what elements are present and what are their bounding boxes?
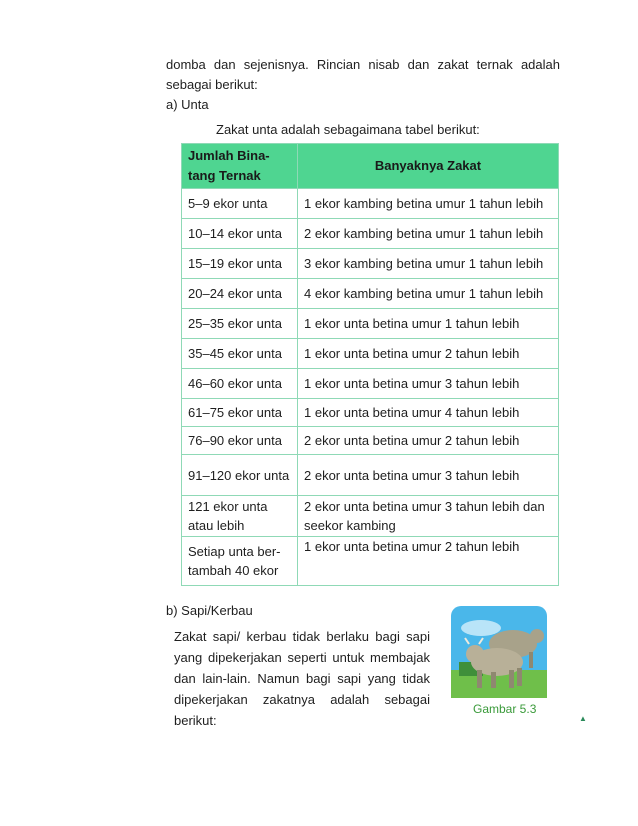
cell-jumlah: 91–120 ekor unta [182, 455, 298, 496]
table-row [182, 339, 559, 369]
cell-jumlah: 10–14 ekor unta [182, 219, 298, 249]
figure-caption: Gambar 5.3 [473, 702, 537, 716]
header-zakat: Banyaknya Zakat [298, 144, 559, 189]
table-row [182, 496, 559, 537]
cell-jumlah: Setiap unta ber-tambah 40 ekor [182, 537, 298, 586]
cell-jumlah: 25–35 ekor unta [182, 309, 298, 339]
cows-illustration-icon [451, 606, 547, 698]
cell-jumlah: 5–9 ekor unta [182, 189, 298, 219]
zakat-unta-table [181, 143, 559, 586]
cell-zakat: 2 ekor kambing betina umur 1 tahun lebih [298, 219, 559, 249]
table-row [182, 249, 559, 279]
table-row [182, 279, 559, 309]
section-b-paragraph: Zakat sapi/ kerbau tidak berlaku bagi sapi yang dipekerjakan seperti untuk membajak dan lain-lain. Namun bagi sapi yang tidak dipekerjakan zakatnya adalah sebagai berikut: [174, 629, 430, 728]
section-b-heading: b) Sapi/Kerbau [166, 603, 253, 618]
cell-zakat: 1 ekor unta betina umur 2 tahun lebih [298, 537, 559, 586]
table-row [182, 427, 559, 455]
table-header-row [182, 144, 559, 189]
header-jumlah: Jumlah Bina-tang Ternak [182, 144, 298, 189]
cell-jumlah: 35–45 ekor unta [182, 339, 298, 369]
cell-zakat: 4 ekor kambing betina umur 1 tahun lebih [298, 279, 559, 309]
table-row [182, 309, 559, 339]
intro-paragraph: domba dan sejenisnya. Rincian nisab dan zakat ternak adalah sebagai berikut: [166, 57, 560, 92]
table-caption: Zakat unta adalah sebagaimana tabel berikut: [216, 122, 480, 137]
cell-zakat: 3 ekor kambing betina umur 1 tahun lebih [298, 249, 559, 279]
cell-zakat: 1 ekor unta betina umur 2 tahun lebih [298, 339, 559, 369]
table-row [182, 219, 559, 249]
cell-zakat: 1 ekor unta betina umur 4 tahun lebih [298, 399, 559, 427]
table-row [182, 399, 559, 427]
cell-jumlah: 61–75 ekor unta [182, 399, 298, 427]
cell-jumlah: 20–24 ekor unta [182, 279, 298, 309]
cell-zakat: 1 ekor unta betina umur 1 tahun lebih [298, 309, 559, 339]
cell-jumlah: 76–90 ekor unta [182, 427, 298, 455]
cell-zakat: 1 ekor kambing betina umur 1 tahun lebih [298, 189, 559, 219]
table-row [182, 369, 559, 399]
cell-zakat: 2 ekor unta betina umur 3 tahun lebih dan seekor kambing [298, 496, 559, 537]
table-row [182, 537, 559, 586]
table-row [182, 455, 559, 496]
cell-jumlah: 121 ekor unta atau lebih [182, 496, 298, 537]
cell-zakat: 2 ekor unta betina umur 2 tahun lebih [298, 427, 559, 455]
cell-jumlah: 46–60 ekor unta [182, 369, 298, 399]
cell-zakat: 2 ekor unta betina umur 3 tahun lebih [298, 455, 559, 496]
cell-jumlah: 15–19 ekor unta [182, 249, 298, 279]
page-marker-icon: ▲ [579, 714, 587, 723]
table-row [182, 189, 559, 219]
cell-zakat: 1 ekor unta betina umur 3 tahun lebih [298, 369, 559, 399]
section-a-heading: a) Unta [166, 97, 209, 112]
